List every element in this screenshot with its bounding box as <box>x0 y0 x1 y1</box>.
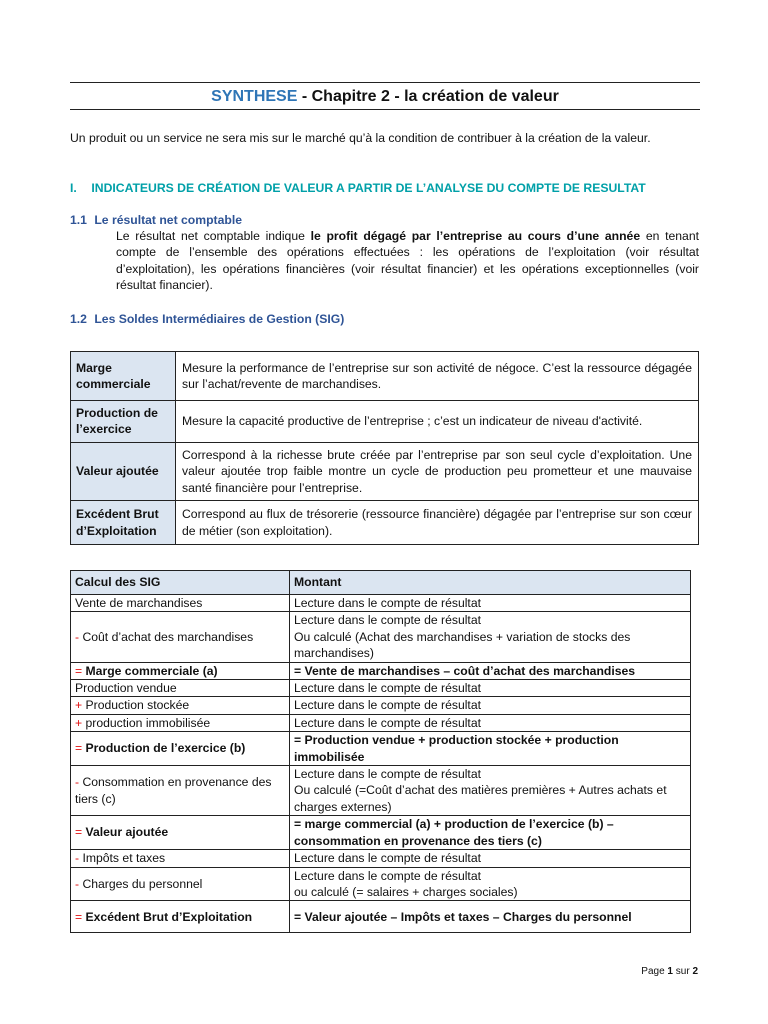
subsection-heading-1-2 <box>70 311 344 327</box>
page-title <box>70 82 700 110</box>
calc-label-cell <box>71 697 290 714</box>
calc-label: Charges du personnel <box>82 876 203 891</box>
footer-page-number: 1 <box>667 966 673 977</box>
operator-sign: + <box>75 698 86 713</box>
sig-description: Mesure la performance de l’entreprise sur son activité de négoce. C’est la ressource dégagée sur l’achat/revente de marchandises. <box>176 352 699 401</box>
calc-amount: = marge commercial (a) + production de l’exercice (b) – consommation en provenance des tiers (c) <box>290 816 691 850</box>
intro-paragraph: Un produit ou un service ne sera mis sur le marché qu’à la condition de contribuer à la création de la valeur. <box>70 131 651 145</box>
table-row <box>71 850 691 867</box>
calc-label-cell <box>71 850 290 867</box>
calc-label: production immobilisée <box>85 715 211 730</box>
calc-amount: Lecture dans le compte de résultat Ou calculé (=Coût d’achat des matières premières + Autres achats et charges externes) <box>290 766 691 816</box>
operator-sign: = <box>75 663 86 678</box>
sig-definitions-table <box>70 351 699 545</box>
table-header-row <box>71 571 691 595</box>
calc-label: Valeur ajoutée <box>85 825 169 840</box>
table-row <box>71 714 691 731</box>
calc-amount: Lecture dans le compte de résultat <box>290 850 691 867</box>
operator-sign: = <box>75 741 86 756</box>
calc-label-cell <box>71 680 290 697</box>
subsection-title: Les Soldes Intermédiaires de Gestion (SIG) <box>94 312 345 326</box>
subsection-number: 1.2 <box>70 312 87 326</box>
subsection-number: 1.1 <box>70 213 87 227</box>
para-text-bold: le profit dégagé par l’entreprise au cours d’une année <box>310 229 641 243</box>
operator-sign: = <box>75 825 86 840</box>
operator-sign: = <box>75 909 86 924</box>
calc-amount: Lecture dans le compte de résultat <box>290 697 691 714</box>
column-header-montant: Montant <box>290 571 691 595</box>
section-number: I. <box>70 181 77 195</box>
calc-amount: Lecture dans le compte de résultat Ou calculé (Achat des marchandises + variation de stocks des marchandises) <box>290 612 691 662</box>
calc-label-cell <box>71 901 290 933</box>
page-footer <box>641 966 698 977</box>
operator-sign: - <box>75 851 83 866</box>
calc-label-cell <box>71 816 290 850</box>
table-row <box>71 867 691 901</box>
sig-description: Correspond à la richesse brute créée par l’entreprise par son seul cycle d’exploitation. Une valeur ajoutée trop faible montre un cycle de production peu prometteur et une mauvaise santé financière pour l’entreprise. <box>176 442 699 500</box>
table-row <box>71 595 691 612</box>
calc-amount: Lecture dans le compte de résultat <box>290 680 691 697</box>
calc-amount: = Vente de marchandises – coût d’achat des marchandises <box>290 662 691 679</box>
table-row <box>71 662 691 679</box>
table-row <box>71 442 699 500</box>
subsection-heading-1-1 <box>70 212 242 228</box>
calc-label-cell <box>71 766 290 816</box>
operator-sign: - <box>75 876 83 891</box>
table-row <box>71 766 691 816</box>
calc-label: Marge commerciale (a) <box>85 663 218 678</box>
calc-label: Coût d’achat des marchandises <box>82 629 254 644</box>
section-heading-1 <box>70 180 710 196</box>
table-row <box>71 732 691 766</box>
table-row <box>71 352 699 401</box>
calc-label: Production stockée <box>85 698 190 713</box>
calc-label: Excédent Brut d’Exploitation <box>85 909 253 924</box>
calc-amount: = Valeur ajoutée – Impôts et taxes – Charges du personnel <box>290 901 691 933</box>
calc-label-cell <box>71 732 290 766</box>
calc-label-cell <box>71 595 290 612</box>
calc-amount: Lecture dans le compte de résultat <box>290 714 691 731</box>
sig-label: Production de l’exercice <box>71 401 176 443</box>
operator-sign: - <box>75 775 83 790</box>
sig-label: Valeur ajoutée <box>71 442 176 500</box>
calc-label: Impôts et taxes <box>82 851 166 866</box>
sig-label: Marge commerciale <box>71 352 176 401</box>
table-row <box>71 612 691 662</box>
footer-page-total: 2 <box>692 966 698 977</box>
section-title: INDICATEURS DE CRÉATION DE VALEUR A PARTIR DE L’ANALYSE DU COMPTE DE RESULTAT <box>91 181 646 195</box>
sig-description: Correspond au flux de trésorerie (ressource financière) dégagée par l’entreprise sur son cœur de métier (son exploitation). <box>176 501 699 545</box>
calc-label: Production de l’exercice (b) <box>85 741 246 756</box>
calc-amount: Lecture dans le compte de résultat ou calculé (= salaires + charges sociales) <box>290 867 691 901</box>
calc-amount: Lecture dans le compte de résultat <box>290 595 691 612</box>
table-row <box>71 901 691 933</box>
para-text-c: en tenant compte de l’ensemble des opérations effectuées : les opérations de l’exploitation (voir résultat d’exploitation), les opérations financières (voir résultat financier) et les opérations exceptionnelles (voir résultat financier). <box>116 229 700 293</box>
sig-description: Mesure la capacité productive de l’entreprise ; c’est un indicateur de niveau d'activité. <box>176 401 699 443</box>
table-row <box>71 816 691 850</box>
calc-label-cell <box>71 867 290 901</box>
calc-label: Vente de marchandises <box>75 596 203 610</box>
calc-label-cell <box>71 612 290 662</box>
subsection-title: Le résultat net comptable <box>94 213 242 227</box>
table-row <box>71 401 699 443</box>
sig-label: Excédent Brut d’Exploitation <box>71 501 176 545</box>
footer-sur: sur <box>672 966 693 977</box>
table-row <box>71 697 691 714</box>
calc-amount: = Production vendue + production stockée + production immobilisée <box>290 732 691 766</box>
table-row <box>71 680 691 697</box>
title-synthese: SYNTHESE <box>211 88 298 105</box>
operator-sign: + <box>75 715 86 730</box>
sig-calculation-table <box>70 570 691 933</box>
calc-label-cell <box>71 714 290 731</box>
table-row <box>71 501 699 545</box>
operator-sign: - <box>75 629 83 644</box>
title-rest: - Chapitre 2 - la création de valeur <box>297 88 559 105</box>
calc-label: Consommation en provenance des tiers (c) <box>75 775 272 806</box>
resultat-net-paragraph <box>116 228 699 294</box>
calc-label: Production vendue <box>75 681 177 696</box>
column-header-calcul: Calcul des SIG <box>71 571 290 595</box>
footer-page-word: Page <box>641 966 668 977</box>
para-text-a: Le résultat net comptable indique <box>116 229 311 243</box>
calc-label-cell <box>71 662 290 679</box>
